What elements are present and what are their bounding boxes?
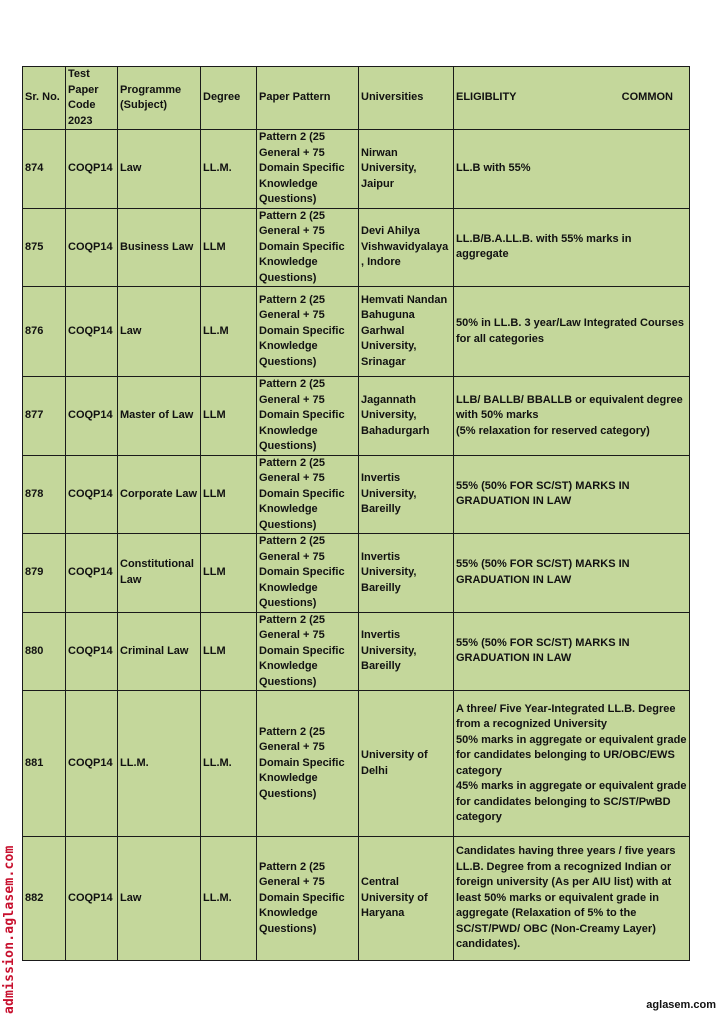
footer-brand: aglasem.com [646,999,716,1011]
cell-degree: LL.M. [201,691,257,837]
cell-test-paper-code: COQP14 [66,837,118,961]
header-programme: Programme (Subject) [118,67,201,130]
cell-paper-pattern: Pattern 2 (25 General + 75 Domain Specific Knowledge Questions) [257,612,359,691]
header-test-paper-code: Test Paper Code 2023 [66,67,118,130]
cell-sr-no: 874 [23,130,66,209]
table-row [23,455,690,534]
cell-programme: Corporate Law [118,455,201,534]
cell-sr-no: 876 [23,287,66,377]
cell-degree: LL.M [201,287,257,377]
cell-eligibility: 50% in LL.B. 3 year/Law Integrated Courses for all categories [454,287,690,377]
cell-paper-pattern: Pattern 2 (25 General + 75 Domain Specific Knowledge Questions) [257,534,359,613]
cell-university: Central University of Haryana [359,837,454,961]
eligibility-table [22,66,690,961]
cell-programme: Law [118,130,201,209]
cell-degree: LLM [201,377,257,456]
cell-university: Devi Ahilya Vishwavidyalaya, Indore [359,208,454,287]
cell-test-paper-code: COQP14 [66,534,118,613]
cell-programme: Master of Law [118,377,201,456]
cell-eligibility: LL.B with 55% [454,130,690,209]
table-row [23,691,690,837]
header-degree: Degree [201,67,257,130]
cell-eligibility: 55% (50% FOR SC/ST) MARKS IN GRADUATION IN LAW [454,612,690,691]
cell-test-paper-code: COQP14 [66,130,118,209]
cell-degree: LL.M. [201,130,257,209]
table-row [23,287,690,377]
watermark: admission.aglasem.com [2,845,17,1014]
table-row [23,208,690,287]
cell-paper-pattern: Pattern 2 (25 General + 75 Domain Specific Knowledge Questions) [257,130,359,209]
cell-test-paper-code: COQP14 [66,287,118,377]
cell-paper-pattern: Pattern 2 (25 General + 75 Domain Specific Knowledge Questions) [257,377,359,456]
header-eligibility [454,67,690,130]
header-paper-pattern: Paper Pattern [257,67,359,130]
cell-degree: LLM [201,612,257,691]
cell-eligibility: A three/ Five Year-Integrated LL.B. Degree from a recognized University 50% marks in aggregate or equivalent grade for candidates belonging to UR/OBC/EWS category 45% marks in aggregate or equivalent grade for candidates belonging to SC/ST/PwBD category [454,691,690,837]
cell-test-paper-code: COQP14 [66,455,118,534]
table-row [23,377,690,456]
cell-university: University of Delhi [359,691,454,837]
cell-paper-pattern: Pattern 2 (25 General + 75 Domain Specific Knowledge Questions) [257,455,359,534]
cell-sr-no: 880 [23,612,66,691]
cell-test-paper-code: COQP14 [66,691,118,837]
cell-paper-pattern: Pattern 2 (25 General + 75 Domain Specific Knowledge Questions) [257,287,359,377]
cell-eligibility: LL.B/B.A.LL.B. with 55% marks in aggregate [454,208,690,287]
table-row [23,612,690,691]
cell-programme: Law [118,287,201,377]
cell-programme: Constitutional Law [118,534,201,613]
cell-paper-pattern: Pattern 2 (25 General + 75 Domain Specific Knowledge Questions) [257,208,359,287]
table-row [23,130,690,209]
cell-sr-no: 882 [23,837,66,961]
cell-eligibility: LLB/ BALLB/ BBALLB or equivalent degree with 50% marks (5% relaxation for reserved category) [454,377,690,456]
cell-eligibility: 55% (50% FOR SC/ST) MARKS IN GRADUATION IN LAW [454,534,690,613]
cell-degree: LLM [201,208,257,287]
cell-university: Invertis University, Bareilly [359,455,454,534]
table-row [23,534,690,613]
cell-sr-no: 879 [23,534,66,613]
cell-eligibility: Candidates having three years / five years LL.B. Degree from a recognized Indian or foreign university (As per AIU list) with at least 50% marks or equivalent grade in aggregate (Relaxation of 5% to the SC/ST/PWD/ OBC (Non-Creamy Layer) candidates). [454,837,690,961]
header-sr-no: Sr. No. [23,67,66,130]
cell-programme: LL.M. [118,691,201,837]
header-eligibility-label: ELIGIBLITY [456,91,517,104]
cell-university: Invertis University, Bareilly [359,612,454,691]
cell-university: Nirwan University, Jaipur [359,130,454,209]
cell-programme: Business Law [118,208,201,287]
cell-test-paper-code: COQP14 [66,612,118,691]
cell-programme: Criminal Law [118,612,201,691]
cell-degree: LLM [201,455,257,534]
cell-university: Hemvati Nandan Bahuguna Garhwal University, Srinagar [359,287,454,377]
cell-test-paper-code: COQP14 [66,377,118,456]
cell-sr-no: 881 [23,691,66,837]
cell-test-paper-code: COQP14 [66,208,118,287]
cell-paper-pattern: Pattern 2 (25 General + 75 Domain Specific Knowledge Questions) [257,837,359,961]
cell-eligibility: 55% (50% FOR SC/ST) MARKS IN GRADUATION IN LAW [454,455,690,534]
table-body [23,130,690,961]
cell-paper-pattern: Pattern 2 (25 General + 75 Domain Specific Knowledge Questions) [257,691,359,837]
cell-programme: Law [118,837,201,961]
cell-degree: LL.M. [201,837,257,961]
header-universities: Universities [359,67,454,130]
cell-sr-no: 878 [23,455,66,534]
cell-sr-no: 875 [23,208,66,287]
cell-university: Invertis University, Bareilly [359,534,454,613]
header-row [23,67,690,130]
table-row [23,837,690,961]
header-common-label: COMMON [621,91,673,104]
cell-degree: LLM [201,534,257,613]
cell-sr-no: 877 [23,377,66,456]
cell-university: Jagannath University, Bahadurgarh [359,377,454,456]
